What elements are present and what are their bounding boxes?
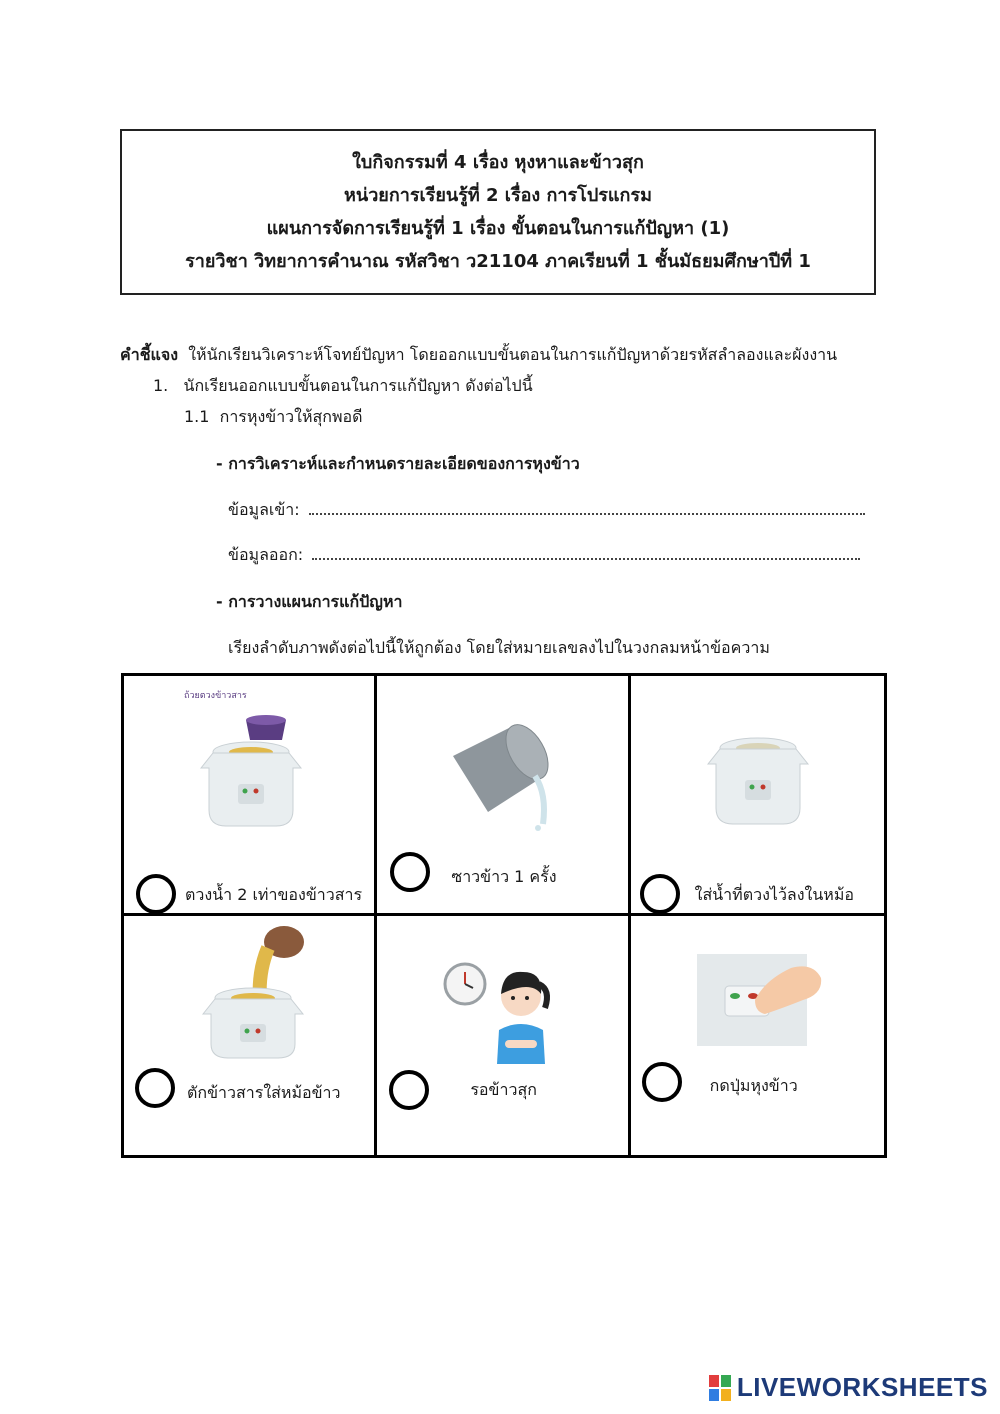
header-line-3: แผนการจัดการเรียนรู้ที่ 1 เรื่อง ขั้นตอนในการแก้ปัญหา (1)	[266, 218, 730, 239]
planning-heading: - การวางแผนการแก้ปัญหา	[216, 592, 403, 611]
order-circle-2[interactable]	[390, 852, 430, 892]
output-blank[interactable]	[312, 546, 860, 560]
step-label-6: กดปุ่มหุงข้าว	[709, 1075, 798, 1095]
input-label: ข้อมูลเข้า:	[228, 500, 300, 519]
item-1-number: 1.	[153, 376, 169, 395]
liveworksheets-icon	[709, 1375, 731, 1401]
step-label-4: ตักข้าวสารใส่หม้อข้าว	[187, 1082, 341, 1102]
output-row	[228, 543, 860, 568]
step-label-5: รอข้าวสุก	[470, 1079, 537, 1099]
step-label-3: ใส่น้ำที่ตวงไว้ลงในหม้อ	[694, 885, 854, 904]
step-card	[124, 916, 377, 1156]
pot-pouring-illustration	[443, 716, 563, 836]
step-card	[631, 916, 884, 1156]
step-card	[377, 916, 630, 1156]
header-line-4: รายวิชา วิทยาการคำนาณ รหัสวิชา ว21104 ภาคเรียนที่ 1 ชั้นมัธยมศึกษาปีที่ 1	[185, 251, 811, 272]
input-row	[228, 498, 865, 523]
output-label: ข้อมูลออก:	[228, 545, 304, 564]
header-box	[120, 129, 876, 295]
rice-cooker-cup-illustration	[186, 698, 316, 838]
rice-pouring-illustration	[188, 922, 318, 1062]
step-card	[377, 676, 630, 916]
step-card	[631, 676, 884, 916]
order-circle-5[interactable]	[389, 1070, 429, 1110]
logo-text: LIVEWORKSHEETS	[736, 1372, 988, 1402]
step-card	[124, 676, 377, 916]
item-1-1-number: 1.1	[184, 407, 210, 426]
input-blank[interactable]	[309, 501, 865, 515]
step-label-2: ซาวข้าว 1 ครั้ง	[451, 867, 557, 886]
footer-logo	[709, 1372, 988, 1403]
step-label-1: ตวงน้ำ 2 เท่าของข้าวสาร	[185, 885, 363, 904]
header-line-1: ใบกิจกรรมที่ 4 เรื่อง หุงหาและข้าวสุก	[352, 152, 644, 173]
item-1-1	[184, 405, 363, 430]
press-button-illustration	[695, 950, 825, 1050]
item-1-1-text: การหุงข้าวให้สุกพอดี	[219, 407, 363, 426]
rice-cooker-water-illustration	[693, 726, 823, 836]
header-line-2: หน่วยการเรียนรู้ที่ 2 เรื่อง การโปรแกรม	[344, 185, 652, 206]
item-1-text: นักเรียนออกแบบขั้นตอนในการแก้ปัญหา ดังต่อไปนี้	[183, 376, 533, 395]
cup-label: ถ้วยตวงข้าวสาร	[184, 691, 247, 701]
girl-waiting-illustration	[439, 956, 559, 1066]
planning-instruction: เรียงลำดับภาพดังต่อไปนี้ให้ถูกต้อง โดยใส่หมายเลขลงไปในวงกลมหน้าข้อความ	[228, 638, 770, 657]
analysis-heading: - การวิเคราะห์และกำหนดรายละเอียดของการหุงข้าว	[216, 454, 580, 473]
order-circle-6[interactable]	[642, 1062, 682, 1102]
instructions-label: คำชี้แจง	[120, 345, 179, 364]
instructions	[120, 343, 837, 368]
instructions-text: ให้นักเรียนวิเคราะห์โจทย์ปัญหา โดยออกแบบขั้นตอนในการแก้ปัญหาด้วยรหัสลำลองและผังงาน	[188, 345, 838, 364]
item-1	[153, 374, 533, 399]
order-circle-1[interactable]	[136, 874, 176, 914]
order-circle-3[interactable]	[640, 874, 680, 914]
order-circle-4[interactable]	[135, 1068, 175, 1108]
steps-grid	[121, 673, 887, 1158]
